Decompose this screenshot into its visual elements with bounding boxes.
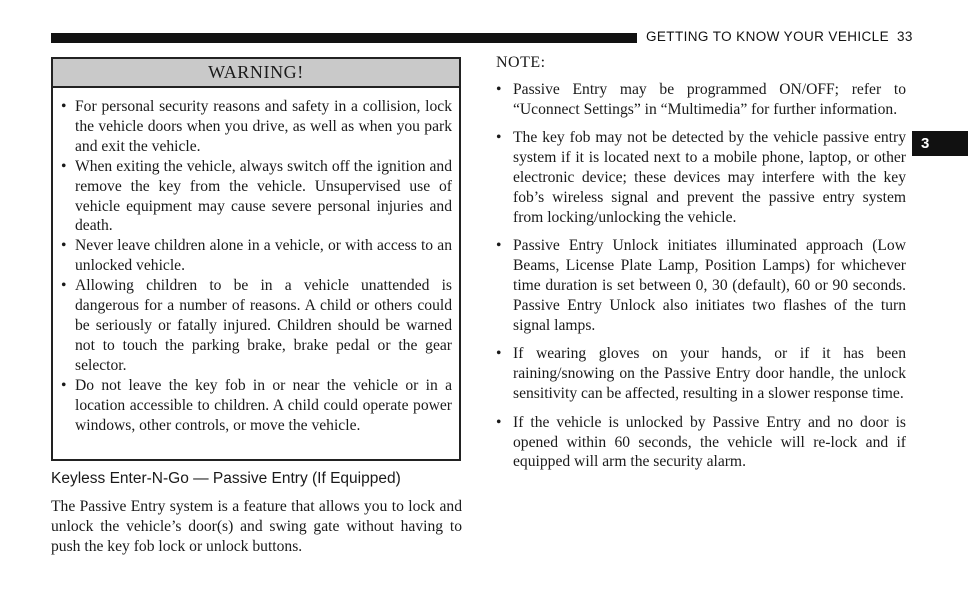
bullet-icon: • bbox=[496, 81, 502, 98]
intro-paragraph: The Passive Entry system is a feature that allows you to lock and unlock the vehicle’s door(s) and swing gate without having to push the key fob lock or unlock buttons. bbox=[51, 498, 462, 555]
bullet-icon: • bbox=[61, 157, 67, 175]
bullet-icon: • bbox=[61, 237, 67, 255]
warning-item bbox=[61, 236, 452, 276]
note-item-text: If the vehicle is unlocked by Passive Entry and no door is opened within 60 seconds, the vehicle will re-lock and if equipped will arm the security alarm. bbox=[513, 413, 906, 471]
warning-list bbox=[53, 88, 459, 435]
note-item bbox=[496, 80, 906, 120]
running-header bbox=[646, 29, 913, 44]
warning-box bbox=[51, 57, 461, 461]
section-title: GETTING TO KNOW YOUR VEHICLE bbox=[646, 29, 889, 44]
page-number: 33 bbox=[897, 29, 913, 44]
note-item bbox=[496, 236, 906, 336]
note-heading: NOTE: bbox=[496, 54, 546, 71]
warning-item-text: Never leave children alone in a vehicle, or with access to an unlocked vehicle. bbox=[75, 237, 452, 275]
note-item bbox=[496, 344, 906, 404]
note-item-text: If wearing gloves on your hands, or if it has been raining/snowing on the Passive Entry door handle, the unlock sensitivity can be affected, resulting in a slower response time. bbox=[513, 345, 906, 403]
bullet-icon: • bbox=[496, 345, 502, 363]
warning-item-text: Do not leave the key fob in or near the vehicle or in a location accessible to children. A child could operate power windows, other controls, or move the vehicle. bbox=[75, 376, 452, 434]
warning-item-text: When exiting the vehicle, always switch off the ignition and remove the key from the vehicle. Unsupervised use of vehicle equipment may cause severe personal injuries and death. bbox=[75, 157, 452, 235]
warning-item bbox=[61, 276, 452, 376]
note-item-text: Passive Entry Unlock initiates illuminated approach (Low Beams, License Plate Lamp, Position Lamps) for whichever time duration is set between 0, 30 (default), 60 or 90 seconds. Passive Entry Unlock also initiates two flashes of the turn signal lamps. bbox=[513, 237, 906, 334]
header-rule bbox=[51, 33, 637, 43]
bullet-icon: • bbox=[496, 129, 502, 147]
warning-item bbox=[61, 157, 452, 237]
section-heading: Keyless Enter-N-Go — Passive Entry (If Equipped) bbox=[51, 470, 401, 487]
bullet-icon: • bbox=[496, 237, 502, 255]
warning-title: WARNING! bbox=[53, 59, 459, 88]
bullet-icon: • bbox=[496, 413, 502, 431]
note-item bbox=[496, 128, 906, 228]
note-item-text: Passive Entry may be programmed ON/OFF; refer to “Uconnect Settings” in “Multimedia” for further information. bbox=[513, 81, 906, 118]
note-item bbox=[496, 413, 906, 473]
warning-item-text: For personal security reasons and safety in a collision, lock the vehicle doors when you drive, as well as when you park and exit the vehicle. bbox=[75, 98, 452, 155]
bullet-icon: • bbox=[61, 376, 67, 394]
warning-item bbox=[61, 97, 452, 157]
note-item-text: The key fob may not be detected by the vehicle passive entry system if it is located next to a mobile phone, laptop, or other electronic device; these devices may interfere with the key fob’s wireless signal and prevent the passive entry system from locking/unlocking the vehicle. bbox=[513, 129, 906, 226]
bullet-icon: • bbox=[61, 277, 67, 295]
warning-item bbox=[61, 376, 452, 436]
chapter-tab: 3 bbox=[912, 131, 968, 156]
bullet-icon: • bbox=[61, 98, 67, 115]
warning-item-text: Allowing children to be in a vehicle unattended is dangerous for a number of reasons. A child or others could be seriously or fatally injured. Children should be warned not to touch the parking brake, brake pedal or the gear selector. bbox=[75, 277, 452, 374]
note-list bbox=[496, 80, 906, 481]
